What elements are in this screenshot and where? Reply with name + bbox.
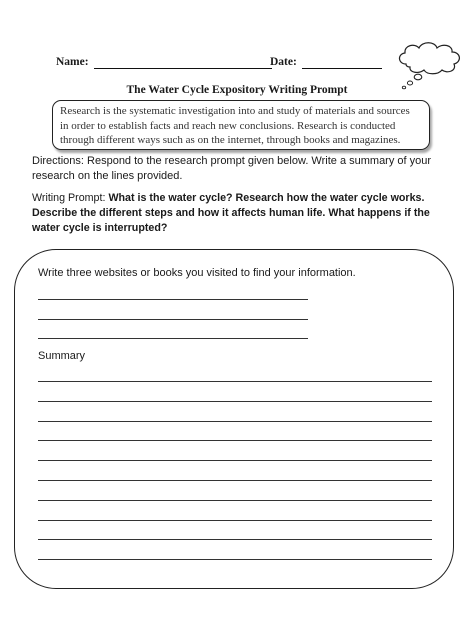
summary-answer-line[interactable] bbox=[38, 421, 432, 422]
header-row bbox=[56, 56, 386, 72]
sources-instruction: Write three websites or books you visited to find your information. bbox=[38, 267, 356, 279]
summary-answer-line[interactable] bbox=[38, 381, 432, 382]
summary-answer-line[interactable] bbox=[38, 480, 432, 481]
date-field[interactable] bbox=[302, 68, 382, 69]
summary-label: Summary bbox=[38, 350, 86, 362]
date-label: Date: bbox=[270, 56, 297, 68]
research-definition-text: Research is the systematic investigation into and study of materials and sources in order to establish facts and reach new conclusions. Research is conducted through different ways such as on the internet, through books and magazines. bbox=[60, 105, 410, 146]
research-definition-box bbox=[52, 100, 430, 150]
answer-panel bbox=[14, 249, 454, 589]
directions-text: Directions: Respond to the research prompt given below. Write a summary of your research on the lines provided. bbox=[32, 155, 432, 182]
thought-cloud-icon bbox=[392, 40, 466, 90]
summary-answer-line[interactable] bbox=[38, 500, 432, 501]
source-answer-line[interactable] bbox=[38, 299, 308, 300]
name-field[interactable] bbox=[94, 68, 272, 69]
writing-prompt-question: What is the water cycle? Research how the water cycle works. Describe the different steps and how it affects human life. What happens if the water cycle is interrupted? bbox=[32, 192, 430, 234]
summary-answer-line[interactable] bbox=[38, 559, 432, 560]
summary-answer-line[interactable] bbox=[38, 539, 432, 540]
source-answer-line[interactable] bbox=[38, 338, 308, 339]
writing-prompt bbox=[32, 191, 457, 236]
name-label: Name: bbox=[56, 56, 89, 68]
worksheet-title: The Water Cycle Expository Writing Prompt bbox=[126, 84, 348, 96]
summary-answer-line[interactable] bbox=[38, 460, 432, 461]
summary-answer-line[interactable] bbox=[38, 520, 432, 521]
writing-prompt-label: Writing Prompt: bbox=[32, 192, 106, 204]
source-answer-line[interactable] bbox=[38, 319, 308, 320]
summary-answer-line[interactable] bbox=[38, 401, 432, 402]
summary-answer-line[interactable] bbox=[38, 440, 432, 441]
